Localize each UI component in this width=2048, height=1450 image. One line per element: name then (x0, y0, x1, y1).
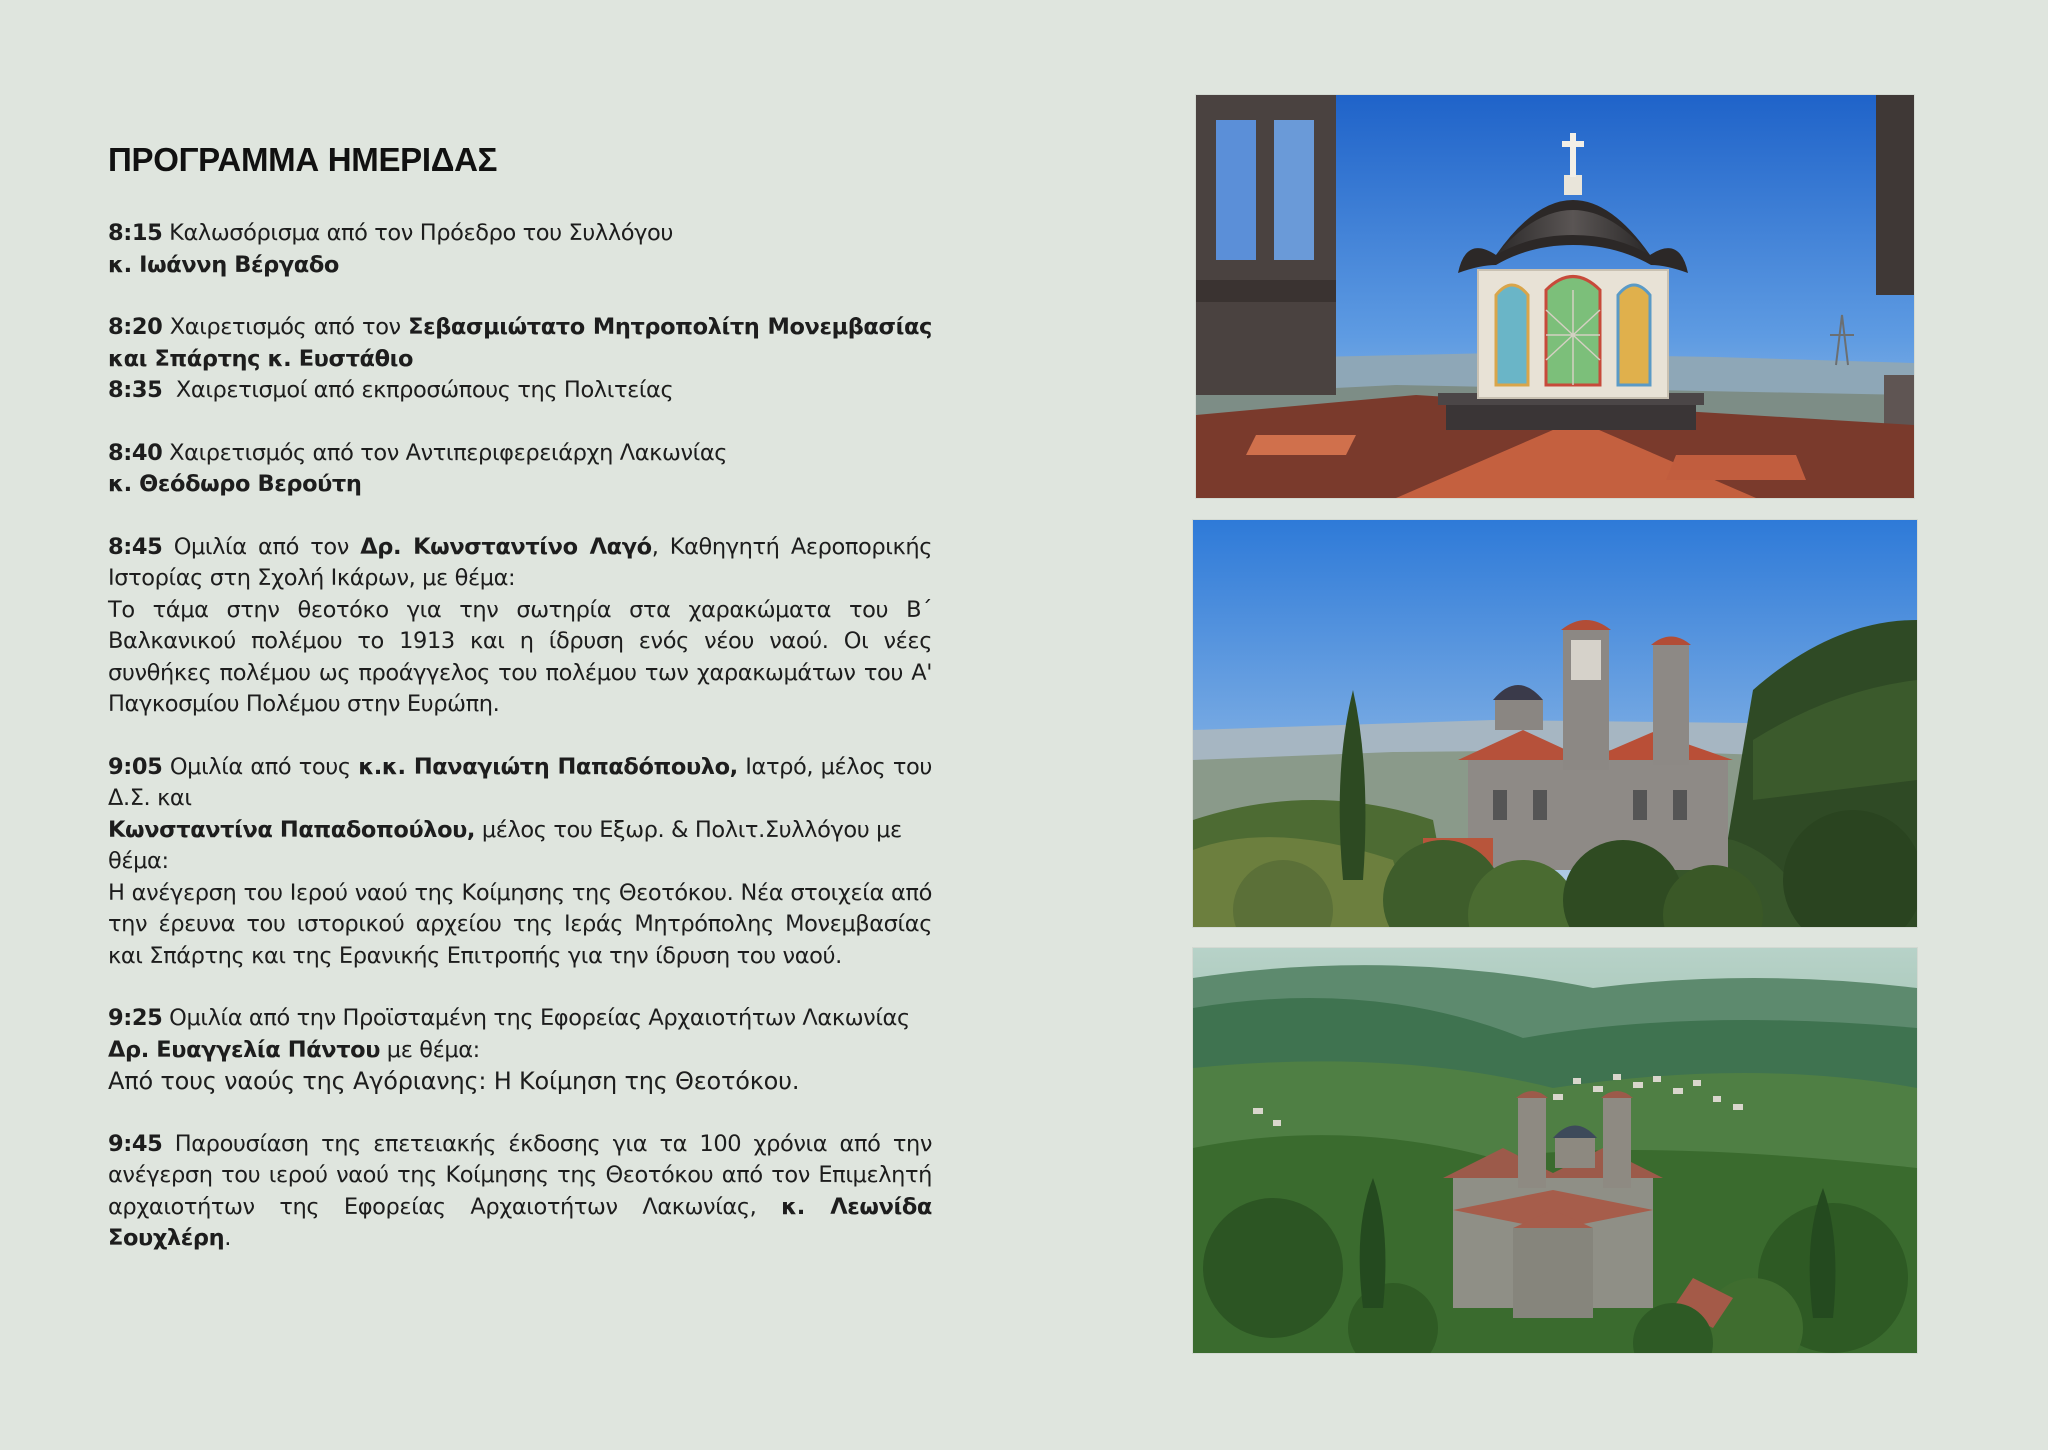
item-text: Ομιλία από την Προϊσταμένη της Εφορείας Αρχαιοτήτων Λακωνίας (169, 1005, 910, 1031)
item-text: , Καθηγητή Αεροπορικής Ιστορίας στη Σχολή Ικάρων, με θέμα: (108, 533, 932, 591)
item-topic: Από τους ναούς της Αγόριανης: Η Κοίμηση της Θεοτόκου. (108, 1067, 800, 1095)
item-topic: Η ανέγερση του Ιερού ναού της Κοίμησης της Θεοτόκου. Νέα στοιχεία από την έρευνα του ιστορικού αρχείου της Ιεράς Μητρόπολης Μονεμβασίας και Σπάρτης και της Ερανικής Επιτροπής για την ίδρυση του ναού. (108, 879, 932, 969)
item-text: Καλωσόρισμα από τον Πρόεδρο του Συλλόγου (169, 220, 674, 246)
item-time: 8:20 (108, 314, 163, 340)
aerial-village-image (1193, 948, 1917, 1353)
item-text: μέλος του Εξωρ. & Πολιτ.Συλλόγου με θέμα: (108, 816, 902, 874)
item-speaker: Κωνσταντίνα Παπαδοπούλου, (108, 816, 476, 843)
item-time: 8:40 (108, 439, 163, 466)
item-text: Χαιρετισμοί από εκπροσώπους της Πολιτείας (175, 377, 674, 403)
schedule-item-0820 (108, 312, 932, 375)
item-speaker: Δρ. Ευαγγελία Πάντου (108, 1036, 381, 1063)
item-speaker: κ.κ. Παναγιώτη Παπαδόπουλο, (358, 753, 738, 780)
item-time: 8:35 (108, 377, 163, 403)
item-time: 9:05 (108, 753, 163, 780)
schedule-item-0835 (108, 375, 932, 407)
item-text: Χαιρετισμός από τον Αντιπεριφερειάρχη Λακωνίας (169, 439, 728, 466)
schedule-item-0840 (108, 438, 932, 501)
program-column (108, 140, 932, 1286)
item-text: με θέμα: (380, 1036, 480, 1063)
photo-church-hillside (1193, 520, 1917, 927)
photo-aerial-village (1193, 948, 1917, 1353)
item-time: 8:15 (108, 220, 163, 246)
schedule-item-0815 (108, 218, 932, 281)
page-title: ΠΡΟΓΡΑΜΜΑ ΗΜΕΡΙΔΑΣ (108, 141, 498, 178)
item-text: Ομιλία από τους (169, 753, 351, 780)
item-speaker: Δρ. Κωνσταντίνο Λαγό (360, 533, 652, 560)
item-time: 9:45 (108, 1130, 163, 1157)
church-dome-image (1196, 95, 1914, 498)
item-text: Παρουσίαση της επετειακής έκδοσης για τα 100 χρόνια από την ανέγερση του ιερού ναού της Κοίμησης της Θεοτόκου από τον Επιμελητή αρχαιοτήτων της Εφορείας Αρχαιοτήτων Λακωνίας, (108, 1130, 932, 1220)
item-speaker: κ. Ιωάννη Βέργαδο (108, 251, 339, 278)
item-text: Χαιρετισμός από τον (169, 314, 401, 340)
schedule-item-0925 (108, 1003, 932, 1098)
schedule-item-0845 (108, 532, 932, 721)
item-time: 8:45 (108, 533, 163, 560)
photo-church-dome (1196, 95, 1914, 498)
schedule-item-0945 (108, 1129, 932, 1255)
item-text: Ιατρό, μέλος του Δ.Σ. και (108, 753, 932, 811)
item-text: Ομιλία από τον (173, 533, 349, 560)
schedule-item-0905 (108, 752, 932, 973)
item-speaker: κ. Θεόδωρο Βερούτη (108, 471, 362, 497)
item-speaker: κ. Λεωνίδα Σουχλέρη (108, 1193, 932, 1251)
church-hillside-image (1193, 520, 1917, 927)
item-time: 9:25 (108, 1005, 163, 1031)
item-topic: Το τάμα στην θεοτόκο για την σωτηρία στα χαρακώματα του Β΄ Βαλκανικού πολέμου το 1913 και η ίδρυση ενός νέου ναού. Οι νέες συνθήκες πολέμου ως προάγγελος του πολέμου των χαρακωμάτων του Α' Παγκοσμίου Πολέμου στην Ευρώπη. (108, 596, 932, 717)
item-speaker: Σεβασμιώτατο Μητροπολίτη Μονεμβασίας και Σπάρτης κ. Ευστάθιο (108, 314, 932, 372)
item-text: . (224, 1225, 231, 1251)
